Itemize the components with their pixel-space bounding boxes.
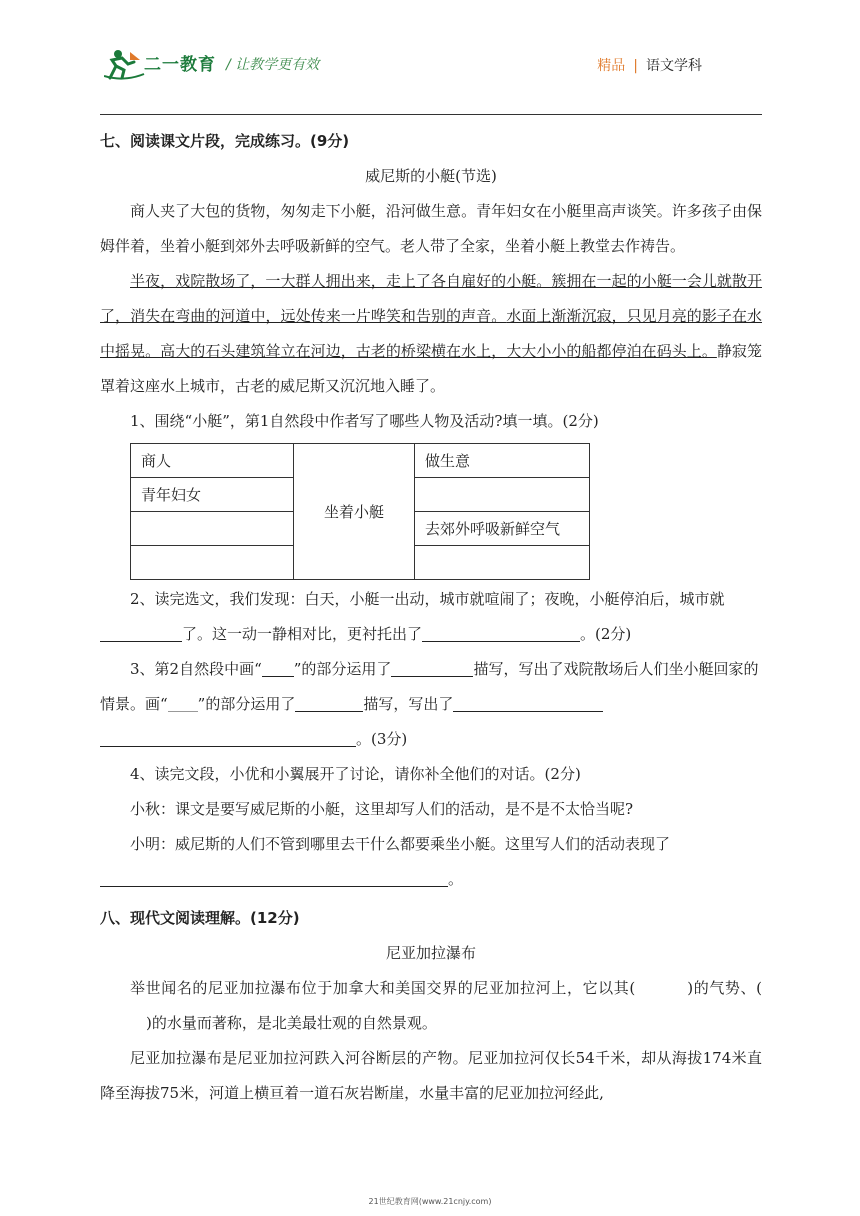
q3-text-e: 描写，写出了 — [363, 695, 454, 713]
s8-text-a: 举世闻名的尼亚加拉瀑布位于加拿大和美国交界的尼亚加拉河上，它以其( — [130, 979, 636, 997]
table-cell-middle: 坐着小艇 — [294, 444, 415, 580]
q3-text-b: ”的部分运用了 — [293, 660, 392, 678]
subject-tag — [597, 55, 702, 75]
question-1: 1、围绕“小艇”，第1自然段中作者写了哪些人物及活动?填一填。(2分) — [130, 412, 599, 430]
tag-subject: 语文学科 — [646, 58, 702, 74]
section8-heading: 八、现代文阅读理解。(12分) — [100, 909, 300, 927]
section8-para2: 尼亚加拉瀑布是尼亚加拉河跌入河谷断层的产物。尼亚加拉河仅长54千米，却从海拔174米直降至海拔75米，河道上横亘着一道石灰岩断崖，水量丰富的尼亚加拉河经此, — [100, 1049, 762, 1102]
question-2 — [100, 582, 762, 652]
q2-text-b: 了。这一动一静相对比，更衬托出了 — [182, 625, 423, 643]
table-cell: 做生意 — [415, 444, 590, 478]
section7-para2 — [100, 264, 762, 404]
question-4: 4、读完文段，小优和小翼展开了讨论，请你补全他们的对话。(2分) — [130, 765, 581, 783]
page-content — [100, 124, 762, 1111]
q3-text-c: 描写，写出了戏院散场后人们坐小艇回家的情景。画“ — [100, 660, 759, 713]
para2-rest: 静寂笼罩着这座水上城市，古老的威尼斯又沉沉地入睡了。 — [100, 342, 762, 395]
table-cell-blank[interactable] — [415, 478, 590, 512]
page-footer: 21世纪教育网(www.21cnjy.com) — [368, 1197, 492, 1206]
section7-para1: 商人夹了大包的货物，匆匆走下小艇，沿河做生意。青年妇女在小艇里高声谈笑。许多孩子由保姆伴着，坐着小艇到郊外去呼吸新鲜的空气。老人带了全家，坐着小艇上教堂去作祷告。 — [100, 202, 762, 255]
tag-quality: 精品 — [597, 58, 626, 74]
para2-underline-1: 半夜，戏院散场了，一大群人拥出来，走上了各自雇好的小艇。簇拥在一起的小艇一会儿就散开了，消失在弯曲的河道中，远处传来一片哗笑和告别的声音。 — [100, 272, 762, 325]
logo-text: 二一教育 — [144, 55, 216, 75]
s8-text-c: )的水量而著称，是北美最壮观的自然景观。 — [146, 1014, 437, 1032]
answer-blank[interactable] — [100, 868, 448, 887]
answer-blank[interactable] — [100, 728, 356, 747]
header-rule — [100, 114, 762, 115]
table-cell: 去郊外呼吸新鲜空气 — [415, 512, 590, 546]
answer-blank[interactable] — [100, 623, 182, 642]
q4-line-b: 小明：威尼斯的人们不管到哪里去干什么都要乘坐小艇。这里写人们的活动表现了 — [130, 835, 671, 853]
q2-text-c: 。(2分) — [580, 625, 632, 643]
table-cell: 青年妇女 — [131, 478, 294, 512]
section7-title: 威尼斯的小艇(节选) — [365, 167, 497, 185]
q3-text-d: ”的部分运用了 — [197, 695, 296, 713]
q4-answer-line — [100, 862, 762, 897]
answer-blank[interactable] — [422, 623, 580, 642]
table-cell-blank[interactable] — [415, 546, 590, 580]
question-3 — [100, 652, 762, 757]
table-cell-blank[interactable] — [131, 546, 294, 580]
underline-sample-2 — [168, 693, 198, 712]
answer-blank[interactable] — [453, 693, 603, 712]
q4-line-a: 小秋：课文是要写威尼斯的小艇，这里却写人们的活动，是不是不太恰当呢? — [130, 800, 634, 818]
q1-table — [130, 443, 590, 580]
page-header — [0, 0, 860, 116]
slogan: / 让教学更有效 — [226, 57, 320, 73]
para2-underline-2: 水面上渐渐沉寂，只见月亮的影子在水中摇晃。高大的石头建筑耸立在河边，古老的桥梁横在水上，大大小小的船都停泊在码头上。 — [100, 307, 762, 360]
q3-text-a: 3、第2自然段中画“ — [130, 660, 262, 678]
s8-text-b: )的气势、( — [687, 979, 762, 997]
tag-separator: | — [633, 58, 638, 74]
q3-text-f: 。(3分) — [356, 730, 408, 748]
underline-sample — [262, 658, 294, 677]
table-cell: 商人 — [131, 444, 294, 478]
section8-para1 — [100, 971, 762, 1041]
section8-title: 尼亚加拉瀑布 — [385, 944, 476, 962]
q2-text-a: 2、读完选文，我们发现：白天，小艇一出动，城市就喧闹了；夜晚，小艇停泊后，城市就 — [130, 590, 725, 608]
answer-blank[interactable] — [295, 693, 363, 712]
table-cell-blank[interactable] — [131, 512, 294, 546]
q4-end: 。 — [448, 870, 464, 888]
answer-blank[interactable] — [391, 658, 473, 677]
section7-heading: 七、阅读课文片段，完成练习。(9分) — [100, 132, 350, 150]
